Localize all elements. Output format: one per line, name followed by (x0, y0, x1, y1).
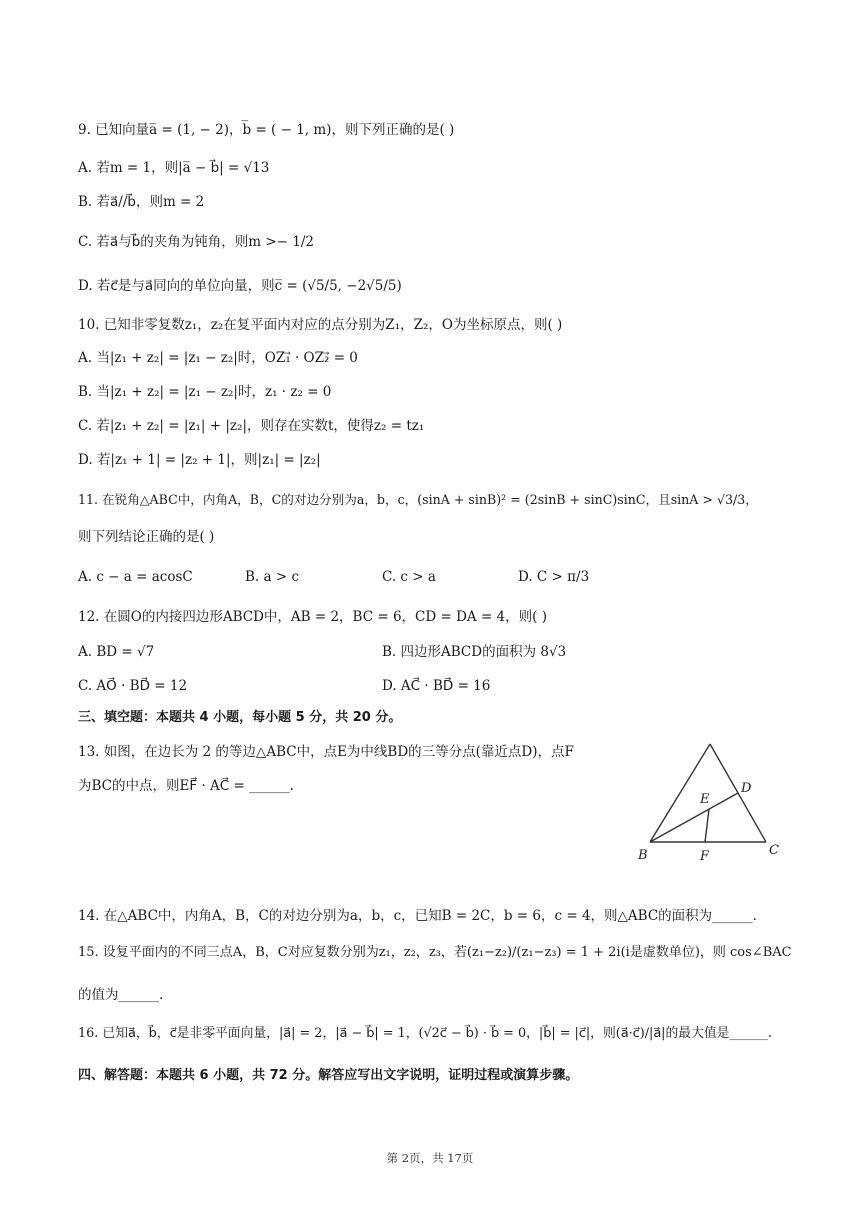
q12-option-c: C. AO⃗ · BD⃗ = 12 (78, 678, 188, 694)
q9-option-d: D. 若c⃗是与a⃗同向的单位向量，则c̅ = (√5/5, −2√5/5) (78, 278, 402, 294)
q10-option-b: B. 当|z₁ + z₂| = |z₁ − z₂|时，z₁ · z₂ = 0 (78, 384, 332, 400)
q11-option-a: A. c − a = acosC (78, 569, 193, 585)
q10-option-c: C. 若|z₁ + z₂| = |z₁| + |z₂|，则存在实数t，使得z₂ = tz₁ (78, 418, 425, 434)
q11-option-b: B. a > c (245, 569, 300, 585)
q13-line1: 13. 如图，在边长为 2 的等边△ABC中，点E为中线BD的三等分点(靠近点D)，点F (78, 744, 574, 760)
q11-option-c: C. c > a (382, 569, 436, 585)
q15-line1: 15. 设复平面内的不同三点A，B，C对应复数分别为z₁，z₂，z₃，若(z₁−z₂)/(z₁−z₃) = 1 + 2i(i是虚数单位)，则 cos∠BAC (78, 945, 792, 960)
q10-option-d: D. 若|z₁ + 1| = |z₂ + 1|，则|z₁| = |z₂| (78, 452, 321, 468)
q12-option-d: D. AC⃗ · BD⃗ = 16 (382, 678, 491, 694)
label-e: E (700, 792, 710, 807)
q12-option-b: B. 四边形ABCD的面积为 8√3 (382, 644, 567, 660)
q9-option-a: A. 若m = 1，则|a̅ − b⃗| = √13 (78, 160, 270, 176)
q10-stem: 10. 已知非零复数z₁，z₂在复平面内对应的点分别为Z₁，Z₂，O为坐标原点，则( ) (78, 317, 563, 333)
q9-option-c: C. 若a⃗与b⃗的夹角为钝角，则m >− 1/2 (78, 234, 315, 250)
label-c: C (769, 843, 779, 858)
q12-option-a: A. BD = √7 (78, 644, 155, 660)
q11-stem: 11. 在锐角△ABC中，内角A，B，C的对边分别为a，b，c，(sinA + sinB)² = (2sinB + sinC)sinC，且sinA > √3/3， (78, 492, 758, 507)
section-heading-solutions: 四、解答题：本题共 6 小题，共 72 分。解答应写出文字说明，证明过程或演算步骤。 (78, 1068, 579, 1083)
q11-stem-line2: 则下列结论正确的是( ) (78, 529, 215, 545)
page-footer: 第 2页，共 17页 (386, 1151, 474, 1165)
section-heading-fill-in: 三、填空题：本题共 4 小题，每小题 5 分，共 20 分。 (78, 710, 402, 725)
q11-option-d: D. C > π/3 (518, 569, 590, 585)
q14: 14. 在△ABC中，内角A，B，C的对边分别为a，b，c，已知B = 2C，b = 6，c = 4，则△ABC的面积为______. (78, 908, 757, 924)
q13-line2: 为BC的中点，则EF⃗ · AC⃗ = ______. (78, 778, 294, 794)
label-b: B (638, 848, 648, 863)
label-f: F (700, 849, 710, 864)
segment-ef (705, 809, 709, 842)
q10-option-a: A. 当|z₁ + z₂| = |z₁ − z₂|时，OZ₁⃗ · OZ₂⃗ = 0 (78, 350, 358, 366)
q9-stem: 9. 已知向量a̅ = (1, − 2)，b̅ = ( − 1, m)，则下列正确的是( ) (78, 122, 455, 138)
q9-option-b: B. 若a⃗//b⃗，则m = 2 (78, 194, 205, 210)
triangle-figure (630, 732, 800, 867)
median-bd (650, 793, 738, 842)
q15-line2: 的值为______. (78, 987, 164, 1003)
label-d: D (741, 781, 752, 796)
q16: 16. 已知a⃗，b⃗，c⃗是非零平面向量，|a⃗| = 2，|a⃗ − b⃗| = 1，(√2c⃗ − b⃗) · b⃗ = 0，|b⃗| = |c⃗|，则(a⃗·c⃗)/|a⃗|的最大值是______. (78, 1026, 772, 1041)
q12-stem: 12. 在圆O的内接四边形ABCD中，AB = 2，BC = 6，CD = DA = 4，则( ) (78, 609, 547, 625)
